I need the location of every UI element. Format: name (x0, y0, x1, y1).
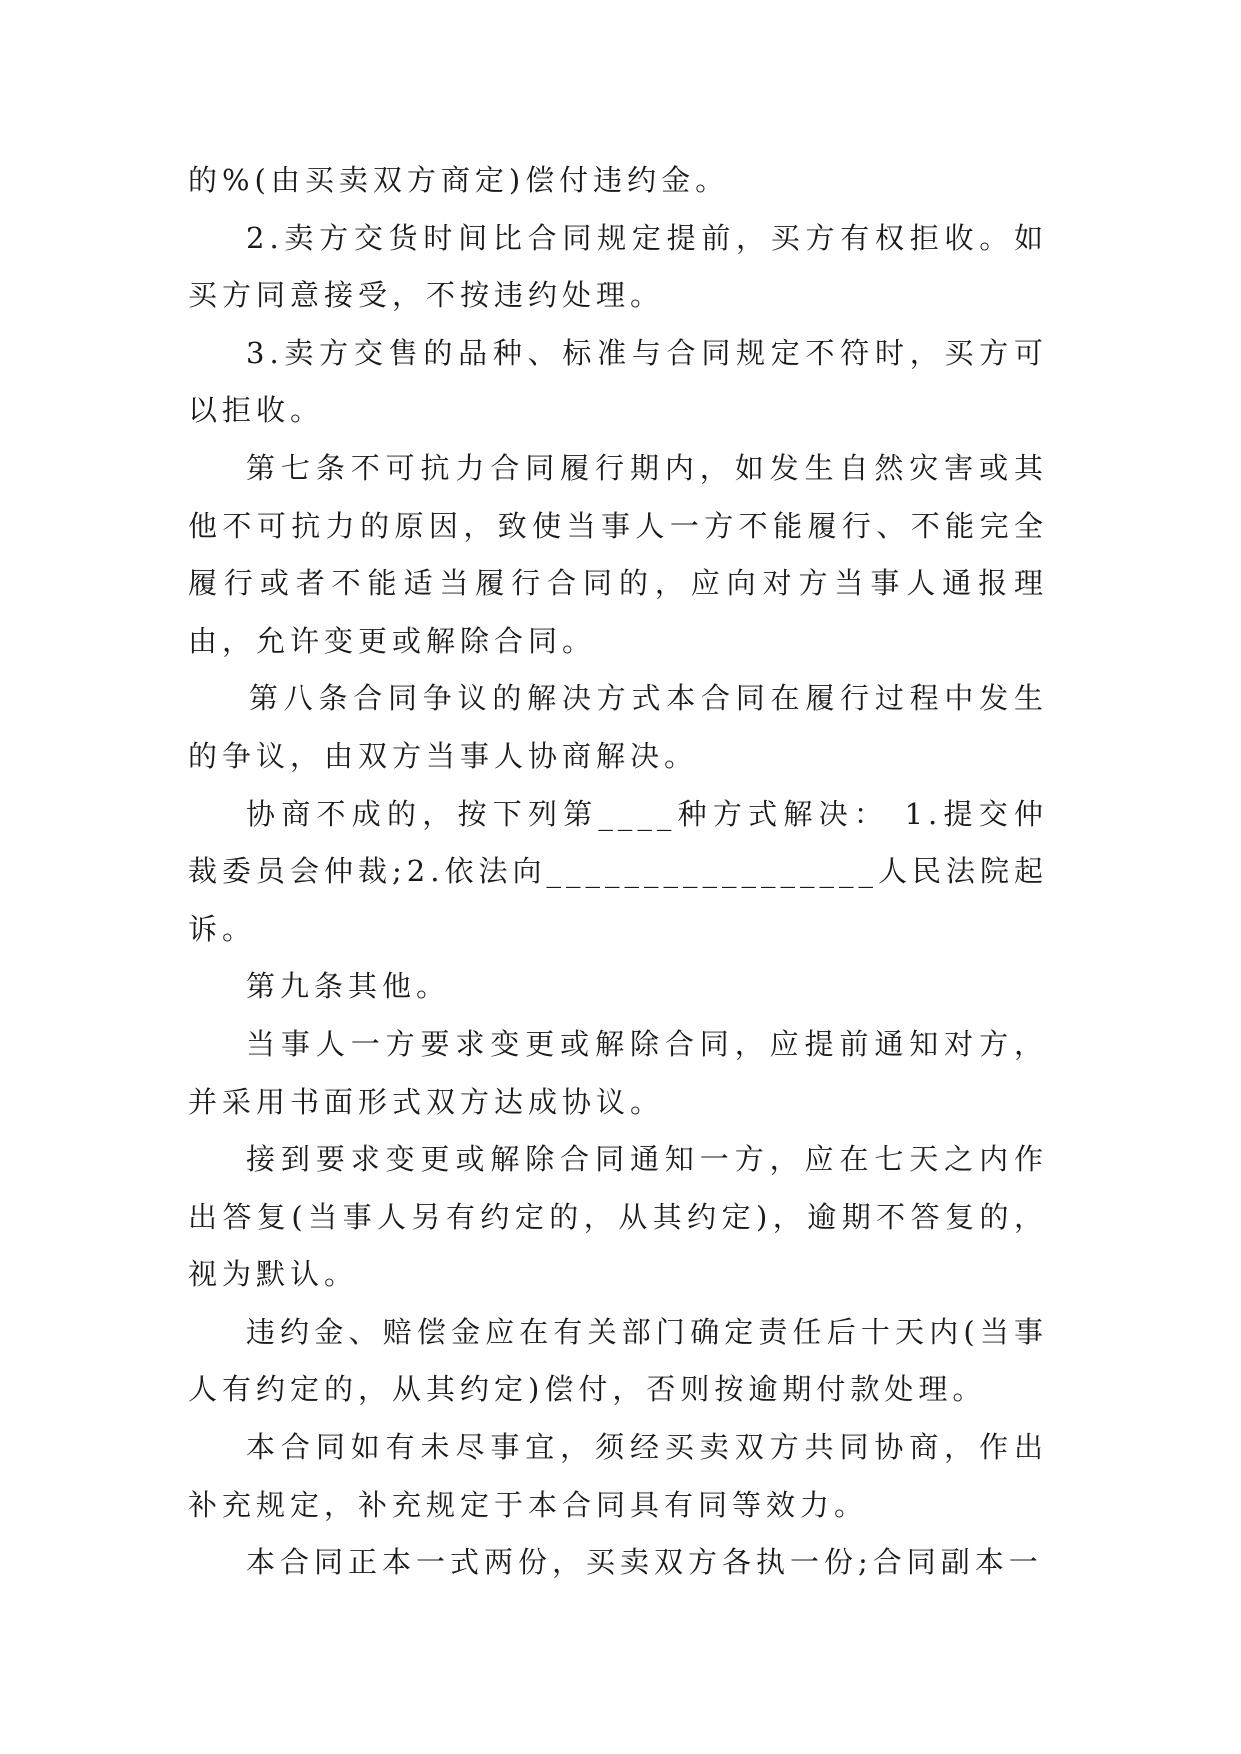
paragraph-supplementary-terms: 本合同如有未尽事宜，须经买卖双方共同协商，作出补充规定，补充规定于本合同具有同等效力。 (188, 1430, 1048, 1522)
paragraph-reply-deadline: 接到要求变更或解除合同通知一方，应在七天之内作出答复(当事人另有约定的，从其约定)，逾期不答复的，视为默认。 (188, 1142, 1048, 1292)
paragraph-article-7-force-majeure: 第七条不可抗力合同履行期内，如发生自然灾害或其他不可抗力的原因，致使当事人一方不能履行、不能完全履行或者不能适当履行合同的，应向对方当事人通报理由，允许变更或解除合同。 (188, 450, 1048, 658)
paragraph-penalty-tail: 的%(由买卖双方商定)偿付违约金。 (188, 163, 730, 197)
paragraph-early-delivery: 2.卖方交货时间比合同规定提前，买方有权拒收。如买方同意接受，不按违约处理。 (188, 220, 1048, 313)
paragraph-article-8-disputes: 第八条合同争议的解决方式本合同在履行过程中发生的争议，由双方当事人协商解决。 (188, 681, 1048, 773)
paragraph-article-9-other: 第九条其他。 (246, 969, 451, 1004)
paragraph-penalty-payment: 违约金、赔偿金应在有关部门确定责任后十天内(当事人有约定的，从其约定)偿付，否则按逾期付款处理。 (188, 1314, 1048, 1407)
paragraph-dispute-resolution-options: 协商不成的，按下列第____种方式解决： 1.提交仲裁委员会仲裁;2.依法向_________________人民法院起诉。 (188, 796, 1048, 946)
paragraph-change-notice: 当事人一方要求变更或解除合同，应提前通知对方，并采用书面形式双方达成协议。 (188, 1026, 1048, 1119)
document-body (188, 152, 1048, 1592)
paragraph-nonconforming-goods: 3.卖方交售的品种、标准与合同规定不符时，买方可以拒收。 (188, 335, 1048, 428)
paragraph-copies: 本合同正本一式两份，买卖双方各执一份;合同副本一 (246, 1545, 1043, 1580)
